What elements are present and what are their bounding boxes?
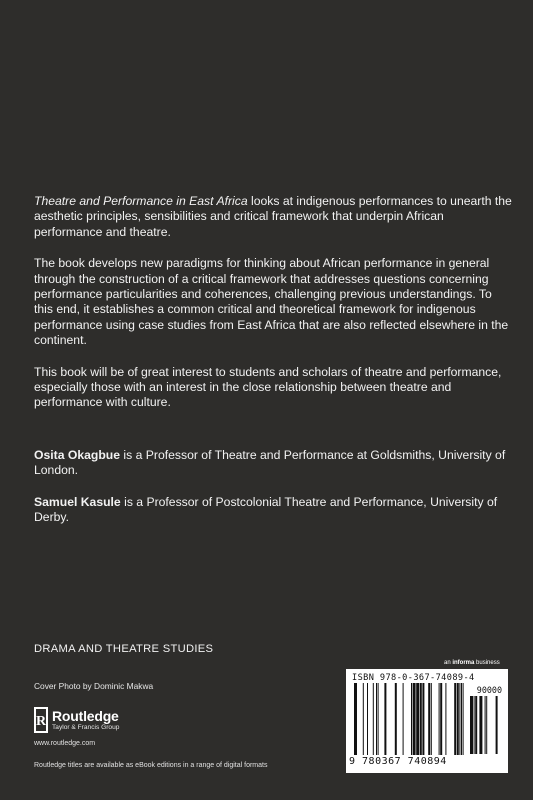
isbn-text: ISBN 978-0-367-74089-4 (352, 673, 475, 683)
barcode-number: 9 780367 740894 (349, 756, 447, 767)
barcode-main-bars (354, 683, 466, 757)
informa-suffix: business (474, 660, 500, 666)
author-bio-1 (34, 448, 514, 479)
publisher-name: Routledge (52, 707, 119, 724)
book-title-italic: Theatre and Performance in East Africa (34, 194, 248, 208)
cover-photo-credit: Cover Photo by Dominic Makwa (34, 681, 154, 691)
publisher-subtitle: Taylor & Francis Group (52, 723, 120, 731)
description-paragraph-1-text: looks at indigenous performances to unearth the aesthetic principles, sensibilities and critical framework that underpin African performance and theatre. (34, 194, 512, 239)
routledge-logo (34, 706, 119, 734)
logo-letter: R (35, 714, 47, 729)
book-description (34, 194, 514, 427)
description-paragraph-2: The book develops new paradigms for thinking about African performance in general through the construction of a critical framework that addresses questions concerning performance particularities and coherences, challenging previous understandings. To this end, it establishes a common critical and theoretical framework for indigenous performance using case studies from East Africa that are also reflected elsewhere in the continent. (34, 256, 509, 348)
description-paragraph-1 (34, 194, 514, 240)
routledge-r-logo-icon (34, 707, 48, 733)
price-code: 90000 (476, 685, 502, 695)
publisher-website: www.routledge.com (34, 740, 96, 747)
barcode-addon-bars (470, 696, 500, 756)
barcode-box (346, 669, 508, 773)
author-name: Osita Okagbue (34, 448, 121, 462)
author-bios (34, 448, 514, 542)
description-paragraph-3: This book will be of great interest to students and scholars of theatre and performance, especially those with an interest in the close relationship between theatre and performance with culture. (34, 364, 502, 410)
series-label: DRAMA AND THEATRE STUDIES (34, 643, 214, 655)
author-bio-2 (34, 495, 514, 526)
author-bio-text: is a Professor of Theatre and Performance at Goldsmiths, University of London. (34, 448, 506, 478)
ebook-note: Routledge titles are available as eBook editions in a range of digital formats (34, 762, 268, 769)
informa-tagline (444, 660, 500, 666)
author-bio-text: is a Professor of Postcolonial Theatre and Performance, University of Derby. (34, 494, 498, 525)
author-name: Samuel Kasule (34, 494, 121, 509)
informa-brand: informa (452, 660, 475, 666)
informa-prefix: an (444, 660, 453, 666)
